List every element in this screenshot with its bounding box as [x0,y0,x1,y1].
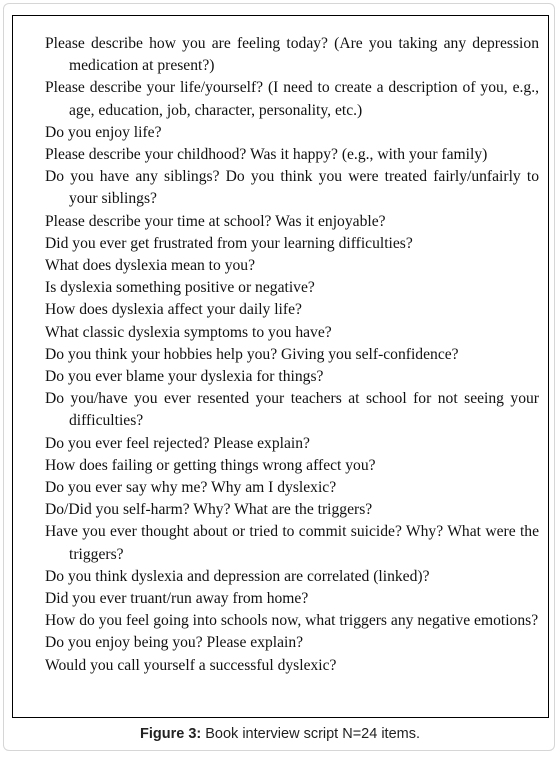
question-item: Do you think dyslexia and depression are correlated (linked)? [45,567,430,585]
question-list [13,16,548,677]
caption-text: Book interview script N=24 items. [201,726,421,742]
question-item: Did you ever get frustrated from your learning difficulties? [45,234,413,252]
question-item: Have you ever thought about or tried to commit suicide? Why? What were the triggers? [45,523,539,563]
question-item: Please describe your life/yourself? (I need to create a description of you, e.g., age, education, job, character, personality, etc.) [45,79,539,119]
question-item: Do you ever blame your dyslexia for things? [45,368,324,386]
question-item: Do you/have you ever resented your teachers at school for not seeing your difficulties? [45,390,539,430]
question-item: Do you think your hobbies help you? Giving you self-confidence? [45,345,459,363]
question-item: Please describe your time at school? Was it enjoyable? [45,212,386,230]
figure-caption [0,726,560,742]
question-item: Do you enjoy being you? Please explain? [45,634,304,652]
question-item: Did you ever truant/run away from home? [45,590,309,608]
question-item: Please describe your childhood? Was it happy? (e.g., with your family) [45,146,488,164]
question-item: Would you call yourself a successful dyslexic? [45,656,337,674]
question-item: Do you have any siblings? Do you think you were treated fairly/unfairly to your siblings? [45,168,539,208]
question-item: How does failing or getting things wrong affect you? [45,456,376,474]
question-item: Please describe how you are feeling today? (Are you taking any depression medication at present?) [45,35,539,75]
question-item: What classic dyslexia symptoms to you have? [45,323,332,341]
question-item: What does dyslexia mean to you? [45,257,256,275]
question-item: How does dyslexia affect your daily life? [45,301,302,319]
question-item: Do you ever say why me? Why am I dyslexic? [45,479,337,497]
question-item: Do you ever feel rejected? Please explain? [45,434,310,452]
question-item: Do you enjoy life? [45,123,162,141]
interview-script-box [12,15,549,718]
question-item: Do/Did you self-harm? Why? What are the triggers? [45,501,373,519]
figure-label: Figure 3: [139,726,202,742]
question-item: Is dyslexia something positive or negative? [45,279,315,297]
question-item: How do you feel going into schools now, what triggers any negative emotions? [45,612,539,630]
